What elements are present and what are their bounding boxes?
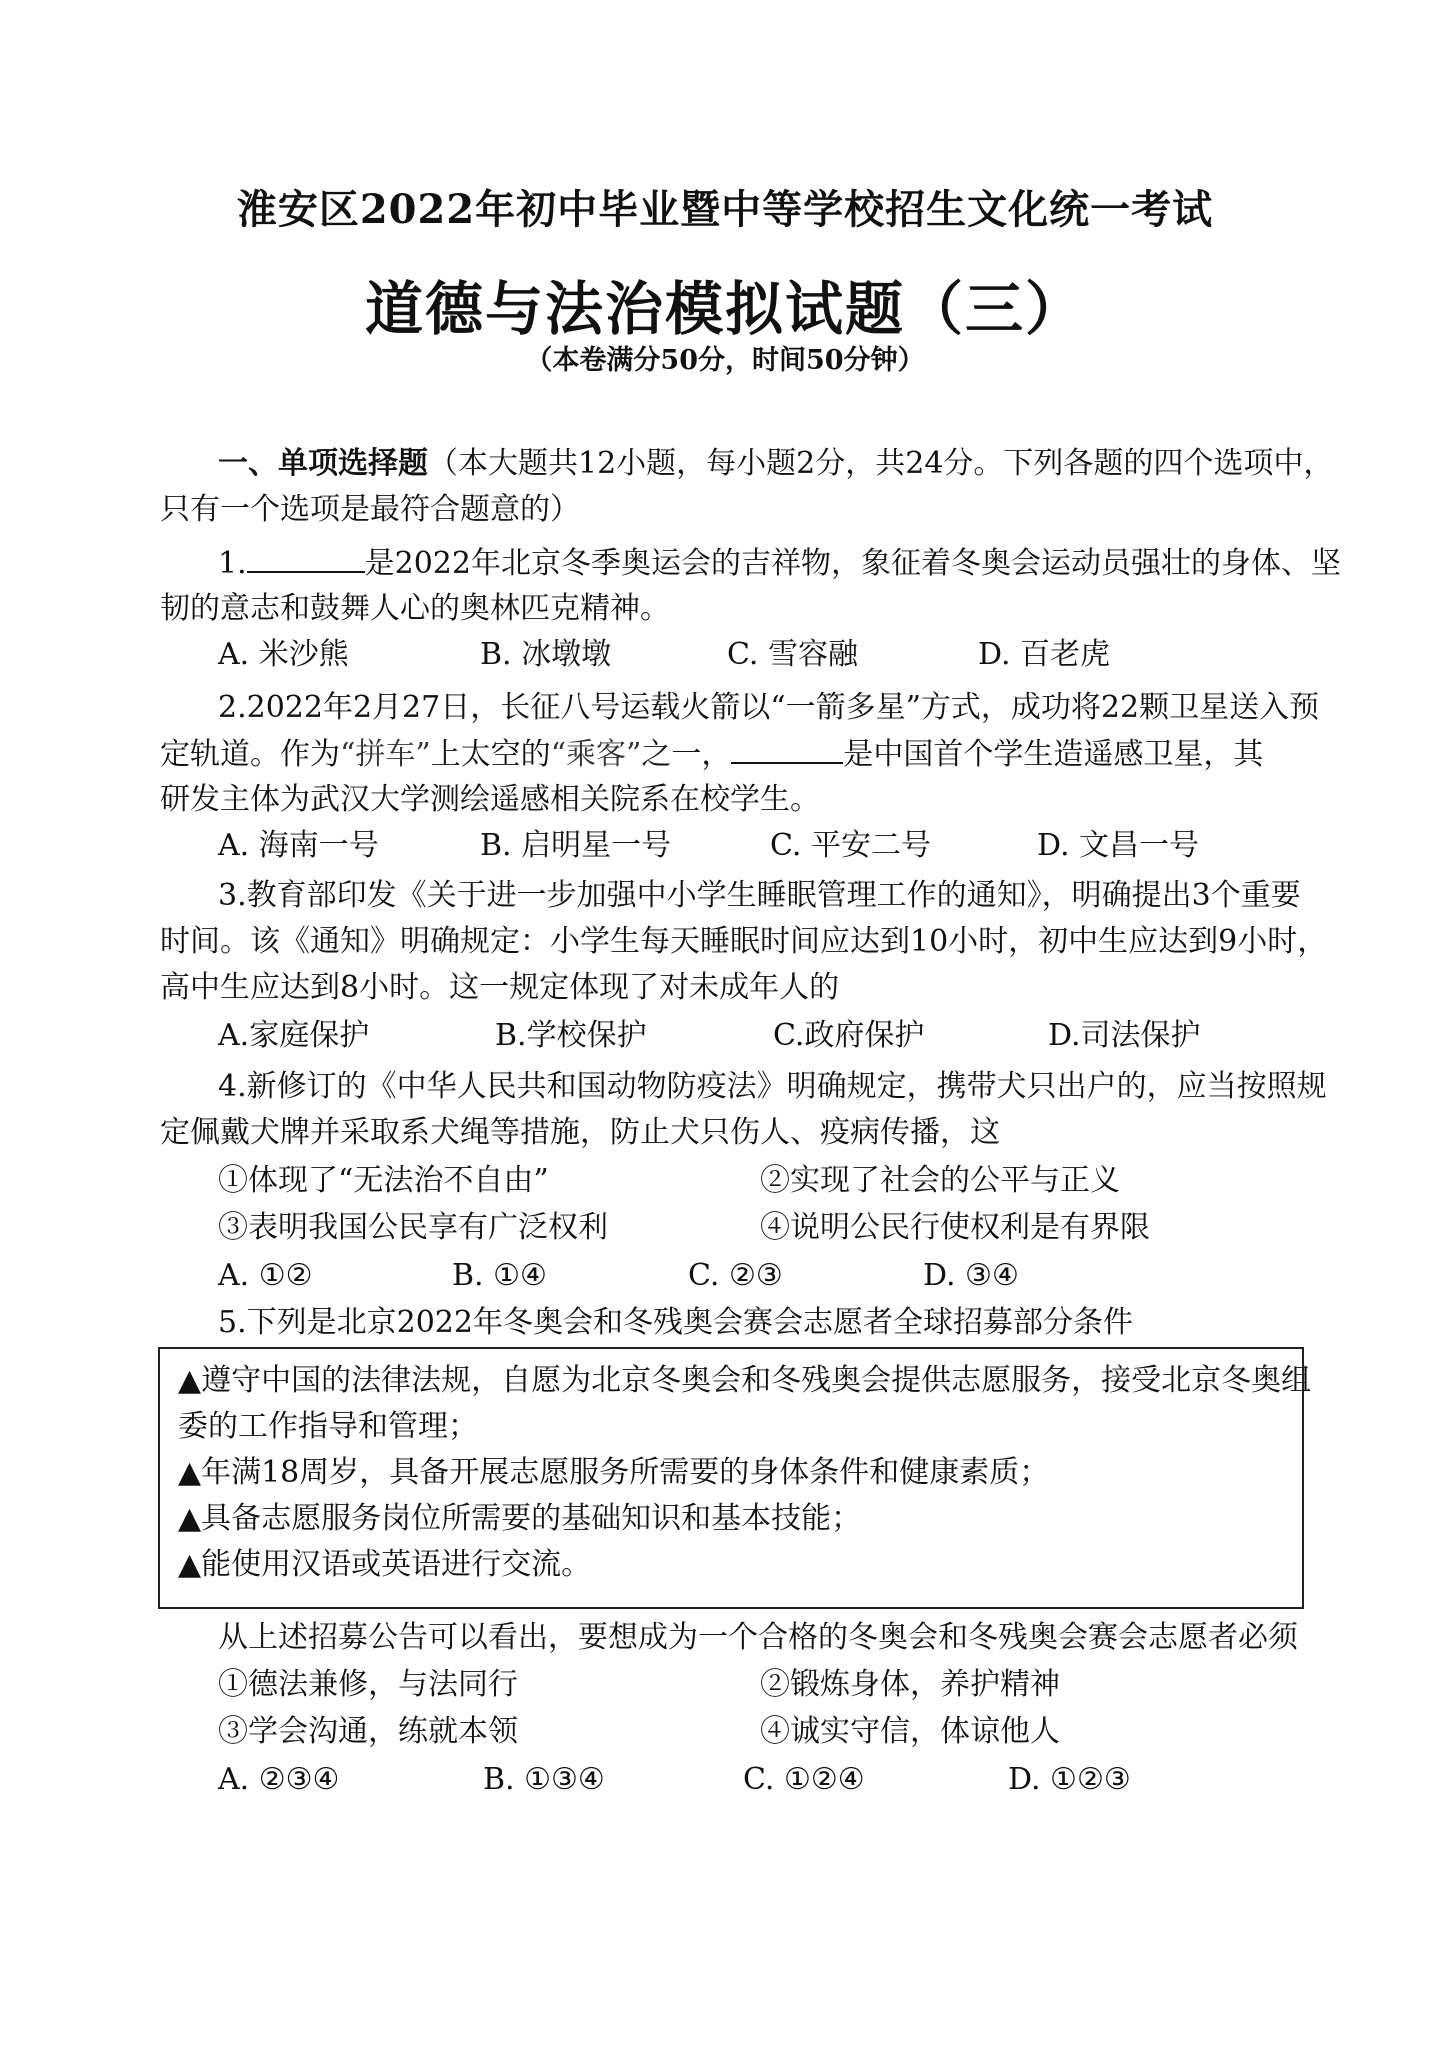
q4-statement-1: ①体现了“无法治不自由”: [218, 1163, 549, 1198]
q3-line2: 时间。该《通知》明确规定：小学生每天睡眠时间应达到10小时，初中生应达到9小时，: [160, 924, 1328, 959]
q5-statement-4: ④诚实守信，体谅他人: [760, 1714, 1060, 1749]
q4-option-a: A. ①②: [218, 1258, 313, 1293]
q2-option-d: D. 文昌一号: [1037, 828, 1200, 863]
q5-recruitment-box: [158, 1347, 1312, 1609]
q4-line1: 4.新修订的《中华人民共和国动物防疫法》明确规定，携带犬只出户的，应当按照规: [218, 1069, 1327, 1104]
q4-option-d: D. ③④: [923, 1258, 1019, 1293]
q4-statement-4: ④说明公民行使权利是有界限: [760, 1210, 1150, 1245]
q1-option-a: A. 米沙熊: [218, 637, 349, 672]
q2-option-b: B. 启明星一号: [480, 828, 672, 863]
q2-line3: 研发主体为武汉大学测绘遥感相关院系在校学生。: [160, 782, 820, 817]
section1-heading-line: [218, 446, 1333, 482]
section1-instructions-line2: 只有一个选项是最符合题意的）: [160, 492, 580, 527]
q4-statement-3: ③表明我国公民享有广泛权利: [218, 1210, 608, 1245]
q5-box-line-1: ▲遵守中国的法律法规，自愿为北京冬奥会和冬残奥会提供志愿服务，接受北京冬奥组: [178, 1363, 1312, 1398]
q5-option-d: D. ①②③: [1008, 1762, 1131, 1797]
q1-option-d: D. 百老虎: [978, 637, 1111, 672]
q4-option-b: B. ①④: [452, 1258, 547, 1293]
q5-option-c: C. ①②④: [743, 1762, 865, 1797]
q2-line2-mid2: 之一，: [641, 737, 732, 772]
section1-heading: 一、单项选择题: [218, 446, 428, 481]
q2-answer-blank: [731, 736, 843, 764]
q5-option-a: A. ②③④: [218, 1762, 340, 1797]
q2-line2: [160, 736, 1263, 773]
q5-option-b: B. ①③④: [483, 1762, 605, 1797]
q5-statement-3: ③学会沟通，练就本领: [218, 1714, 518, 1749]
q5-box-line-3: ▲年满18周岁，具备开展志愿服务所需要的身体条件和健康素质；: [178, 1455, 1050, 1490]
q1-text: 是2022年北京冬季奥运会的吉祥物，象征着冬奥会运动员强壮的身体、坚: [364, 546, 1341, 581]
q1-line1: [218, 545, 1341, 582]
q4-statement-2: ②实现了社会的公平与正义: [760, 1163, 1120, 1198]
q3-option-a: A.家庭保护: [218, 1018, 370, 1053]
q1-option-b: B. 冰墩墩: [480, 637, 612, 672]
q3-line1: 3.教育部印发《关于进一步加强中小学生睡眠管理工作的通知》，明确提出3个重要: [218, 878, 1301, 913]
q5-box-line-5: ▲能使用汉语或英语进行交流。: [178, 1547, 592, 1582]
q5-question-line: 从上述招募公告可以看出，要想成为一个合格的冬奥会和冬残奥会赛会志愿者必须: [218, 1620, 1298, 1655]
q3-option-b: B.学校保护: [495, 1018, 647, 1053]
q1-answer-blank: [247, 545, 365, 573]
exam-subtitle: （本卷满分50分，时间50分钟）: [525, 345, 925, 376]
q1-number: 1.: [218, 546, 247, 581]
q3-option-d: D.司法保护: [1048, 1018, 1201, 1053]
q4-line2: 定佩戴犬牌并采取系犬绳等措施，防止犬只伤人、疫病传播，这: [160, 1115, 1000, 1150]
q1-line2: 韧的意志和鼓舞人心的奥林匹克精神。: [160, 591, 670, 626]
q2-line2-start: 定轨道。作为: [160, 737, 340, 772]
exam-title-line2: 道德与法治模拟试题（三）: [364, 275, 1085, 343]
q3-line3: 高中生应达到8小时。这一规定体现了对未成年人的: [160, 970, 840, 1005]
q2-quote-chengke: “乘客”: [550, 737, 642, 772]
q2-line2-end: 是中国首个学生造遥感卫星，其: [843, 737, 1264, 772]
q1-option-c: C. 雪容融: [727, 637, 858, 672]
q2-line1: 2.2022年2月27日，长征八号运载火箭以“一箭多星”方式，成功将22颗卫星送入预: [218, 690, 1320, 725]
q5-box-line-2: 委的工作指导和管理；: [178, 1409, 478, 1444]
q5-statement-2: ②锻炼身体，养护精神: [760, 1667, 1060, 1702]
q2-option-c: C. 平安二号: [770, 828, 931, 863]
q2-option-a: A. 海南一号: [218, 828, 379, 863]
q3-option-c: C.政府保护: [773, 1018, 925, 1053]
q2-line2-mid: 上太空的: [430, 737, 551, 772]
q5-line1: 5.下列是北京2022年冬奥会和冬残奥会赛会志愿者全球招募部分条件: [218, 1305, 1133, 1340]
q5-box-line-4: ▲具备志愿服务岗位所需要的基础知识和基本技能；: [178, 1501, 862, 1536]
q4-option-c: C. ②③: [688, 1258, 783, 1293]
q2-quote-pinche: “拼车”: [340, 737, 431, 772]
q5-statement-1: ①德法兼修，与法同行: [218, 1667, 518, 1702]
section1-instructions: （本大题共12小题，每小题2分，共24分。下列各题的四个选项中，: [428, 446, 1334, 481]
exam-title-line1: 淮安区2022年初中毕业暨中等学校招生文化统一考试: [236, 186, 1214, 233]
